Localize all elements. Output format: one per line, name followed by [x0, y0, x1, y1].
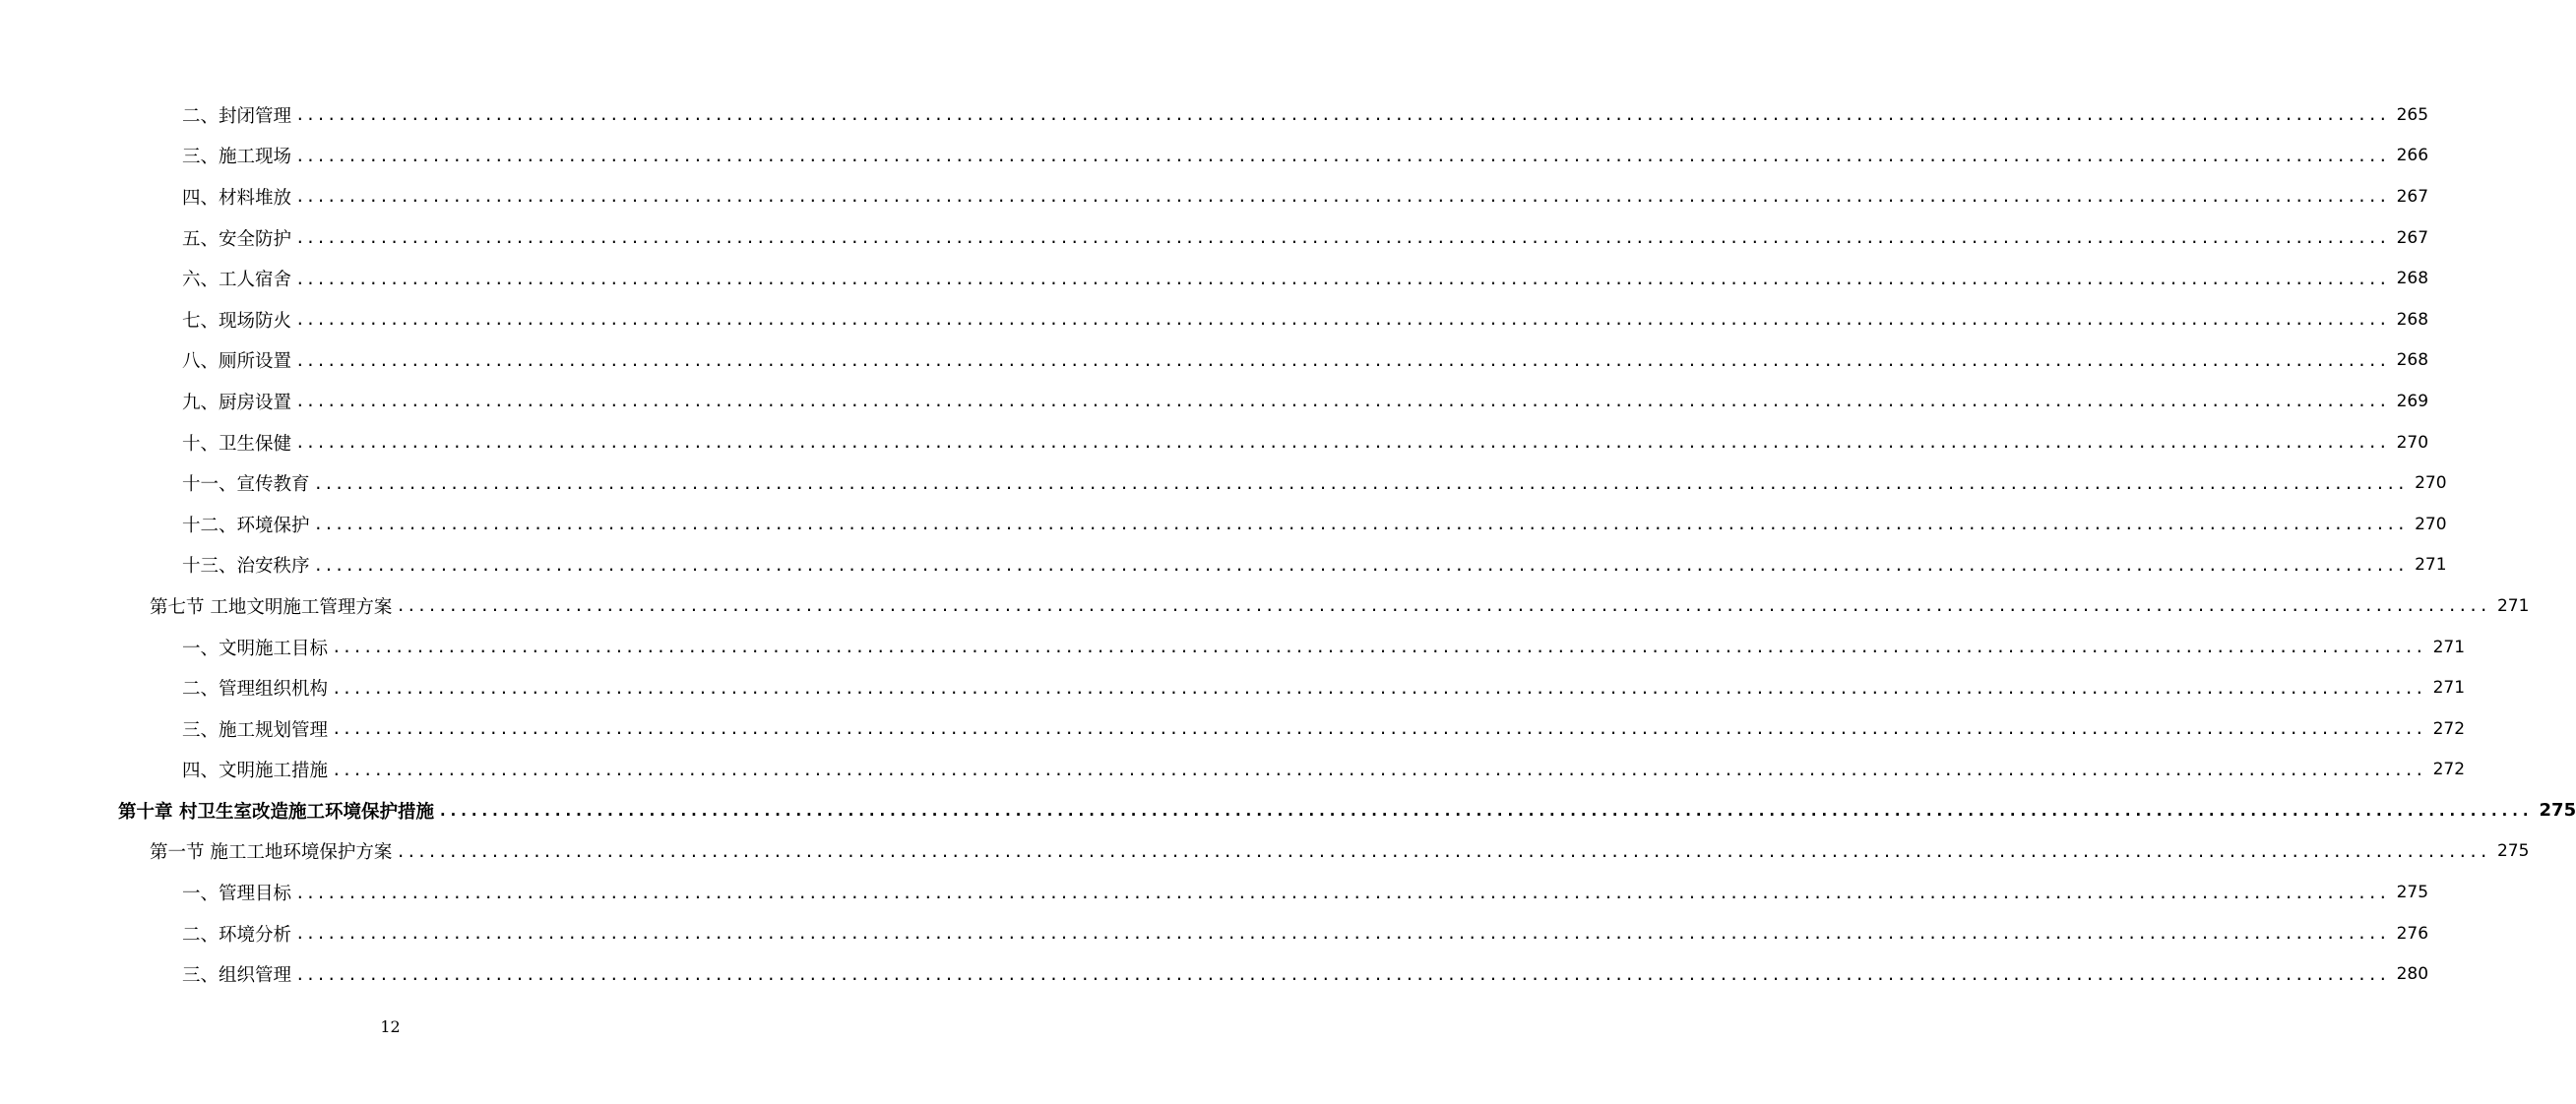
toc-dot-leader: ........................................................................................................................................................................................................ [437, 801, 2532, 821]
toc-entry-title: 一、管理目标 [182, 884, 292, 905]
toc-dot-leader: ........................................................................................................................................................................................................ [313, 515, 2408, 534]
toc-entry-page: 270 [2415, 473, 2447, 494]
toc-dot-leader: ........................................................................................................................................................................................................ [295, 310, 2389, 330]
toc-entry-title: 七、现场防火 [182, 310, 292, 332]
toc-entry-title: 第一节 施工工地环境保护方案 [150, 842, 393, 864]
toc-subsection-entry[interactable] [0, 627, 2466, 668]
toc-dot-leader: ........................................................................................................................................................................................................ [332, 760, 2425, 779]
toc-dot-leader: ........................................................................................................................................................................................................ [332, 638, 2425, 657]
toc-entry-title: 三、组织管理 [182, 965, 292, 987]
toc-subsection-entry[interactable] [0, 504, 2447, 545]
toc-chapter-entry[interactable] [0, 790, 2576, 831]
toc-entry-page: 275 [2396, 883, 2429, 903]
toc-dot-leader: ........................................................................................................................................................................................................ [396, 841, 2489, 861]
toc-entry-page: 266 [2396, 146, 2429, 166]
toc-entry-page: 272 [2432, 760, 2466, 780]
toc-entry-page: 268 [2396, 350, 2429, 371]
toc-subsection-entry[interactable] [0, 422, 2429, 463]
toc-entry-title: 三、施工规划管理 [182, 719, 329, 741]
toc-entry-title: 九、厨房设置 [182, 392, 292, 413]
toc-entry-title: 第十章 村卫生室改造施工环境保护措施 [118, 801, 434, 823]
toc-subsection-entry[interactable] [0, 136, 2429, 177]
toc-subsection-entry[interactable] [0, 872, 2429, 913]
toc-dot-leader: ........................................................................................................................................................................................................ [295, 146, 2389, 165]
toc-entry-page: 269 [2396, 391, 2429, 411]
toc-entry-page: 267 [2396, 227, 2429, 248]
toc-dot-leader: ........................................................................................................................................................................................................ [295, 392, 2389, 411]
toc-entry-title: 六、工人宿舍 [182, 270, 292, 291]
toc-entry-title: 四、材料堆放 [182, 187, 292, 209]
toc-dot-leader: ........................................................................................................................................................................................................ [332, 678, 2425, 698]
toc-entry-page: 271 [2432, 678, 2466, 699]
toc-entry-title: 十二、环境保护 [182, 515, 310, 536]
toc-entry-page: 276 [2396, 923, 2429, 944]
toc-dot-leader: ........................................................................................................................................................................................................ [295, 269, 2389, 288]
toc-entry-title: 四、文明施工措施 [182, 761, 329, 782]
toc-subsection-entry[interactable] [0, 462, 2447, 504]
toc-entry-title: 第七节 工地文明施工管理方案 [150, 596, 393, 618]
toc-subsection-entry[interactable] [0, 340, 2429, 382]
toc-section-entry[interactable] [0, 831, 2530, 873]
toc-entry-title: 五、安全防护 [182, 228, 292, 250]
toc-entry-page: 271 [2496, 595, 2530, 616]
toc-entry-title: 十、卫生保健 [182, 433, 292, 455]
toc-entry-page: 280 [2396, 964, 2429, 985]
toc-entry-page: 265 [2396, 104, 2429, 125]
toc-dot-leader: ........................................................................................................................................................................................................ [295, 105, 2389, 125]
toc-subsection-entry[interactable] [0, 545, 2447, 586]
toc-entry-title: 三、施工现场 [182, 147, 292, 168]
toc-dot-leader: ........................................................................................................................................................................................................ [295, 883, 2389, 902]
toc-subsection-entry[interactable] [0, 258, 2429, 299]
toc-dot-leader: ........................................................................................................................................................................................................ [313, 555, 2408, 575]
toc-entry-page: 271 [2432, 637, 2466, 657]
toc-subsection-entry[interactable] [0, 94, 2429, 136]
toc-dot-leader: ........................................................................................................................................................................................................ [295, 964, 2389, 984]
toc-subsection-entry[interactable] [0, 953, 2429, 995]
toc-subsection-entry[interactable] [0, 913, 2429, 954]
toc-dot-leader: ........................................................................................................................................................................................................ [332, 719, 2425, 739]
toc-entry-page: 270 [2396, 432, 2429, 453]
toc-entry-page: 275 [2496, 841, 2530, 862]
toc-entry-page: 272 [2432, 718, 2466, 739]
toc-entry-page: 268 [2396, 309, 2429, 330]
toc-dot-leader: ........................................................................................................................................................................................................ [295, 924, 2389, 944]
toc-subsection-entry[interactable] [0, 217, 2429, 259]
toc-subsection-entry[interactable] [0, 381, 2429, 422]
toc-dot-leader: ........................................................................................................................................................................................................ [295, 187, 2389, 207]
toc-entry-title: 十一、宣传教育 [182, 474, 310, 496]
toc-section-entry[interactable] [0, 585, 2530, 627]
toc-entry-title: 一、文明施工目标 [182, 638, 329, 659]
toc-entry-page: 268 [2396, 269, 2429, 289]
toc-dot-leader: ........................................................................................................................................................................................................ [396, 596, 2489, 616]
toc-dot-leader: ........................................................................................................................................................................................................ [313, 473, 2408, 493]
toc-subsection-entry[interactable] [0, 667, 2466, 708]
toc-entry-title: 二、环境分析 [182, 924, 292, 946]
toc-entry-page: 271 [2415, 555, 2447, 576]
toc-entry-title: 八、厕所设置 [182, 351, 292, 373]
table-of-contents [0, 94, 2576, 995]
page-number: 12 [380, 1017, 401, 1036]
toc-entry-title: 二、封闭管理 [182, 105, 292, 127]
toc-entry-title: 十三、治安秩序 [182, 556, 310, 578]
toc-subsection-entry[interactable] [0, 176, 2429, 217]
toc-entry-page: 275 [2539, 800, 2576, 822]
toc-dot-leader: ........................................................................................................................................................................................................ [295, 433, 2389, 453]
toc-entry-page: 267 [2396, 186, 2429, 207]
toc-entry-page: 270 [2415, 514, 2447, 534]
toc-subsection-entry[interactable] [0, 750, 2466, 791]
toc-subsection-entry[interactable] [0, 299, 2429, 340]
toc-dot-leader: ........................................................................................................................................................................................................ [295, 228, 2389, 248]
toc-entry-title: 二、管理组织机构 [182, 679, 329, 701]
toc-subsection-entry[interactable] [0, 708, 2466, 750]
toc-dot-leader: ........................................................................................................................................................................................................ [295, 350, 2389, 370]
